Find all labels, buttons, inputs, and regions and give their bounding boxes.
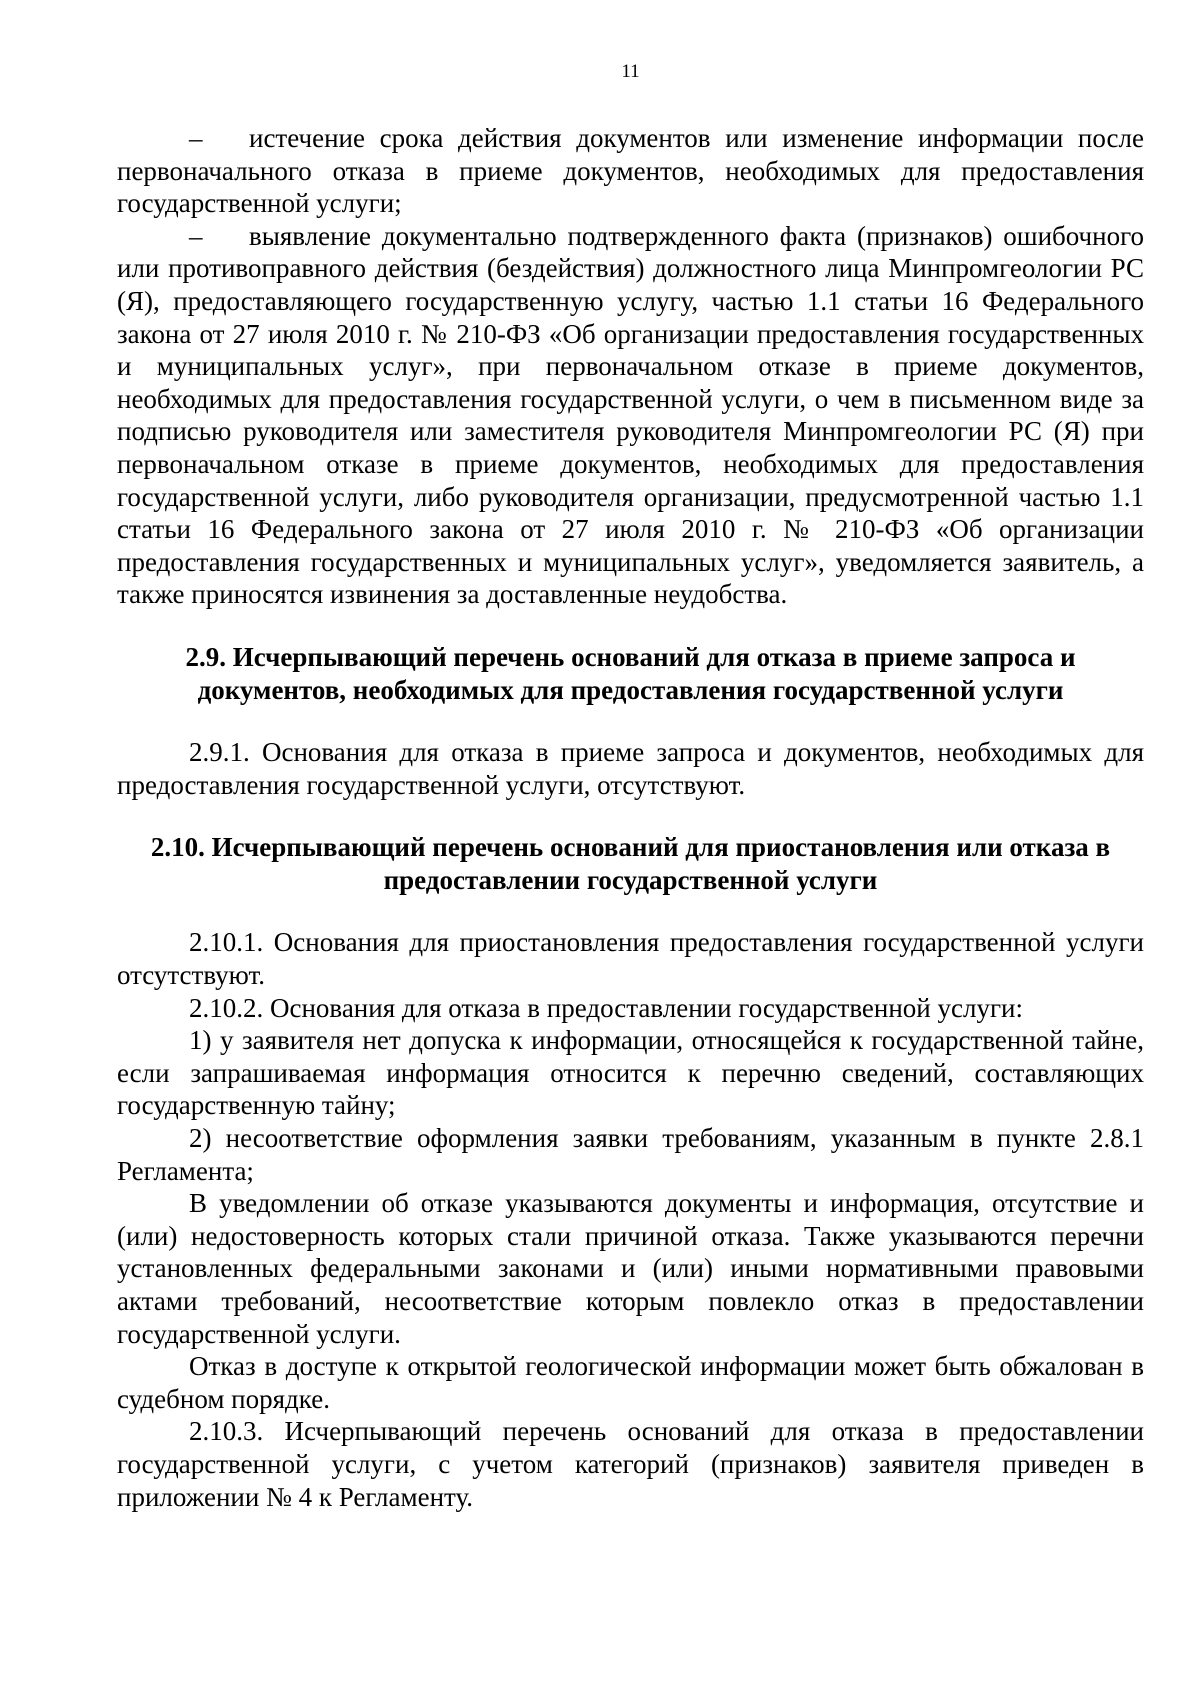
section-heading-2-9: [117, 641, 1144, 706]
heading-line: документов, необходимых для предоставления государственной услуги: [197, 674, 1064, 705]
list-item: [117, 122, 1144, 220]
paragraph-ground-1: 1) у заявителя нет допуска к информации, относящейся к государственной тайне, если запрашиваемая информация относится к перечню сведений, составляющих государственную тайну;: [117, 1025, 1144, 1121]
paragraph-notice: В уведомлении об отказе указываются документы и информация, отсутствие и (или) недостоверность которых стали причиной отказа. Также указываются перечни установленных федеральными законами и (или) иными нормативными правовыми актами требований, несоответствие которым повлекло отказ в предоставлении государственной услуги.: [117, 1188, 1144, 1349]
document-page: [117, 60, 1144, 1513]
paragraph-2-9-1: 2.9.1. Основания для отказа в приеме запроса и документов, необходимых для предоставления государственной услуги, отсутствуют.: [117, 737, 1144, 800]
section-heading-2-10: [117, 831, 1144, 896]
list-item-text: выявление документально подтвержденного факта (признаков) ошибочного или противоправного действия (бездействия) должностного лица Минпромгеологии РС (Я), предоставляющего государственную услугу, частью 1.1 статьи 16 Федерального закона от 27 июля 2010 г. № 210-ФЗ «Об организации предоставления государственных и муниципальных услуг», при первоначальном отказе в приеме документов, необходимых для предоставления государственной услуги, о чем в письменном виде за подписью руководителя или заместителя руководителя Минпромгеологии РС (Я) при первоначальном отказе в приеме документов, необходимых для предоставления государственной услуги, либо руководителя организации, предусмотренной частью 1.1 статьи 16 Федерального закона от 27 июля 2010 г. № 210-ФЗ «Об организации предоставления государственных и муниципальных услуг», уведомляется заявитель, а также приносятся извинения за доставленные неудобства.: [117, 220, 1144, 610]
heading-line: 2.9. Исчерпывающий перечень оснований для отказа в приеме запроса и: [185, 641, 1076, 672]
paragraph-ground-2: 2) несоответствие оформления заявки требованиям, указанным в пункте 2.8.1 Регламента;: [117, 1123, 1144, 1186]
paragraph-appeal: Отказ в доступе к открытой геологической информации может быть обжалован в судебном порядке.: [117, 1351, 1144, 1414]
dash-marker: –: [189, 123, 203, 153]
heading-line: 2.10. Исчерпывающий перечень оснований для приостановления или отказа в: [150, 832, 1111, 863]
paragraph-2-10-2: 2.10.2. Основания для отказа в предоставлении государственной услуги:: [189, 992, 1023, 1023]
list-item: [117, 220, 1144, 611]
dash-marker: –: [189, 220, 203, 251]
paragraph-2-10-1: 2.10.1. Основания для приостановления предоставления государственной услуги отсутствуют.: [117, 927, 1144, 991]
page-number: 11: [621, 61, 640, 82]
list-item-text: истечение срока действия документов или изменение информации после первоначального отказа в приеме документов, необходимых для предоставления государственной услуги;: [117, 123, 1144, 219]
paragraph-2-10-3: 2.10.3. Исчерпывающий перечень оснований для отказа в предоставлении государственной услуги, с учетом категорий (признаков) заявителя приведен в приложении № 4 к Регламенту.: [117, 1416, 1144, 1512]
heading-line: предоставлении государственной услуги: [383, 864, 878, 895]
